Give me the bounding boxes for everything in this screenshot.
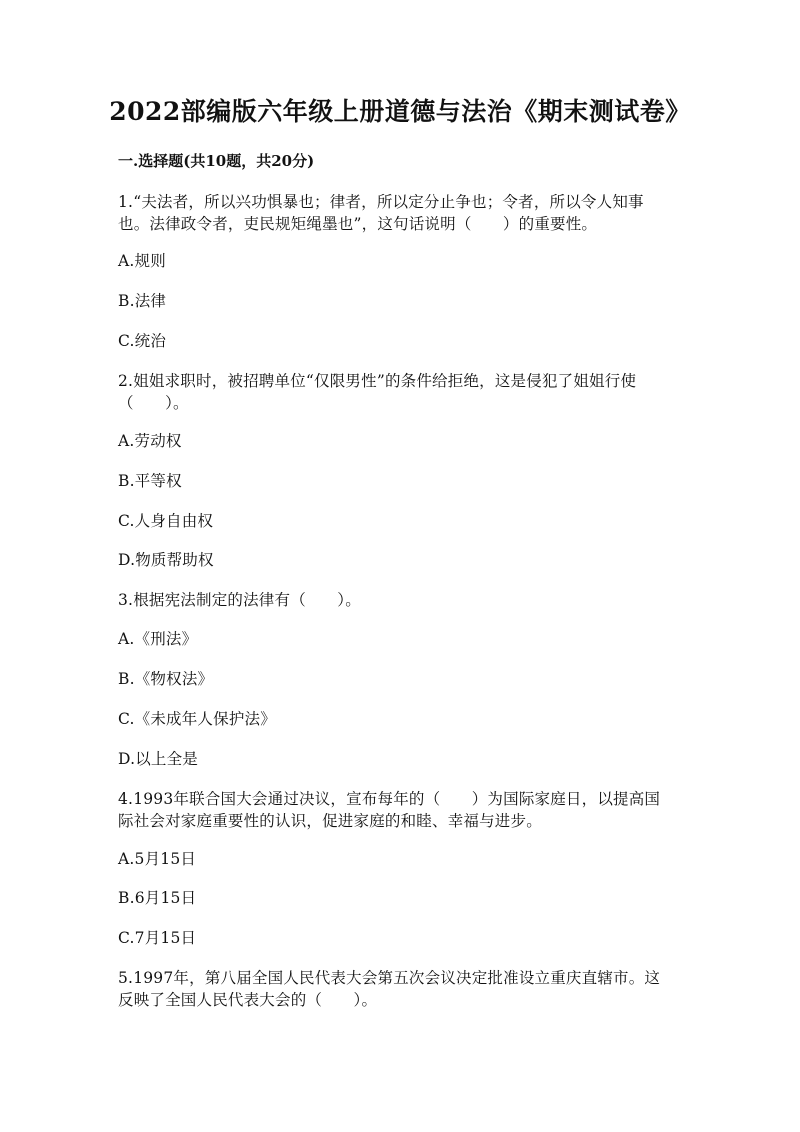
question-5-stem-line-1: 5.1997年，第八届全国人民代表大会第五次会议决定批准设立重庆直辖市。这 xyxy=(118,969,661,987)
question-4-stem-line-1: 4.1993年联合国大会通过决议，宣布每年的（ ）为国际家庭日，以提高国 xyxy=(118,790,661,808)
question-3-option-b: B.《物权法》 xyxy=(118,670,214,688)
question-4-option-b: B.6月15日 xyxy=(118,889,197,907)
question-1-option-b: B.法律 xyxy=(118,292,167,310)
page-title: 2022部编版六年级上册道德与法治《期末测试卷》 xyxy=(109,97,691,126)
question-1-stem-line-1: 1.“夫法者，所以兴功惧暴也；律者，所以定分止争也；令者，所以令人知事 xyxy=(118,193,644,211)
question-2-option-c: C.人身自由权 xyxy=(118,512,214,530)
question-4-stem-line-2: 际社会对家庭重要性的认识，促进家庭的和睦、幸福与进步。 xyxy=(118,812,542,830)
question-2-option-b: B.平等权 xyxy=(118,472,182,490)
question-3-option-a: A.《刑法》 xyxy=(118,630,198,648)
question-3-stem-line-1: 3.根据宪法制定的法律有（ ）。 xyxy=(118,591,361,609)
question-2-option-d: D.物质帮助权 xyxy=(118,551,214,569)
question-5-stem-line-2: 反映了全国人民代表大会的（ ）。 xyxy=(118,991,378,1009)
question-3-option-d: D.以上全是 xyxy=(118,750,199,768)
question-1-stem-line-2: 也。法律政令者，吏民规矩绳墨也”，这句话说明（ ）的重要性。 xyxy=(118,215,598,233)
question-2-stem-line-2: （ ）。 xyxy=(118,394,189,412)
section-heading: 一.选择题(共10题，共20分) xyxy=(118,152,315,170)
question-1-option-c: C.统治 xyxy=(118,332,167,350)
question-2-stem-line-1: 2.姐姐求职时，被招聘单位“仅限男性”的条件给拒绝，这是侵犯了姐姐行使 xyxy=(118,372,637,390)
question-4-option-c: C.7月15日 xyxy=(118,929,197,947)
question-4-option-a: A.5月15日 xyxy=(118,850,197,868)
question-1-option-a: A.规则 xyxy=(118,252,166,270)
question-3-option-c: C.《未成年人保护法》 xyxy=(118,710,276,728)
question-2-option-a: A.劳动权 xyxy=(118,432,182,450)
